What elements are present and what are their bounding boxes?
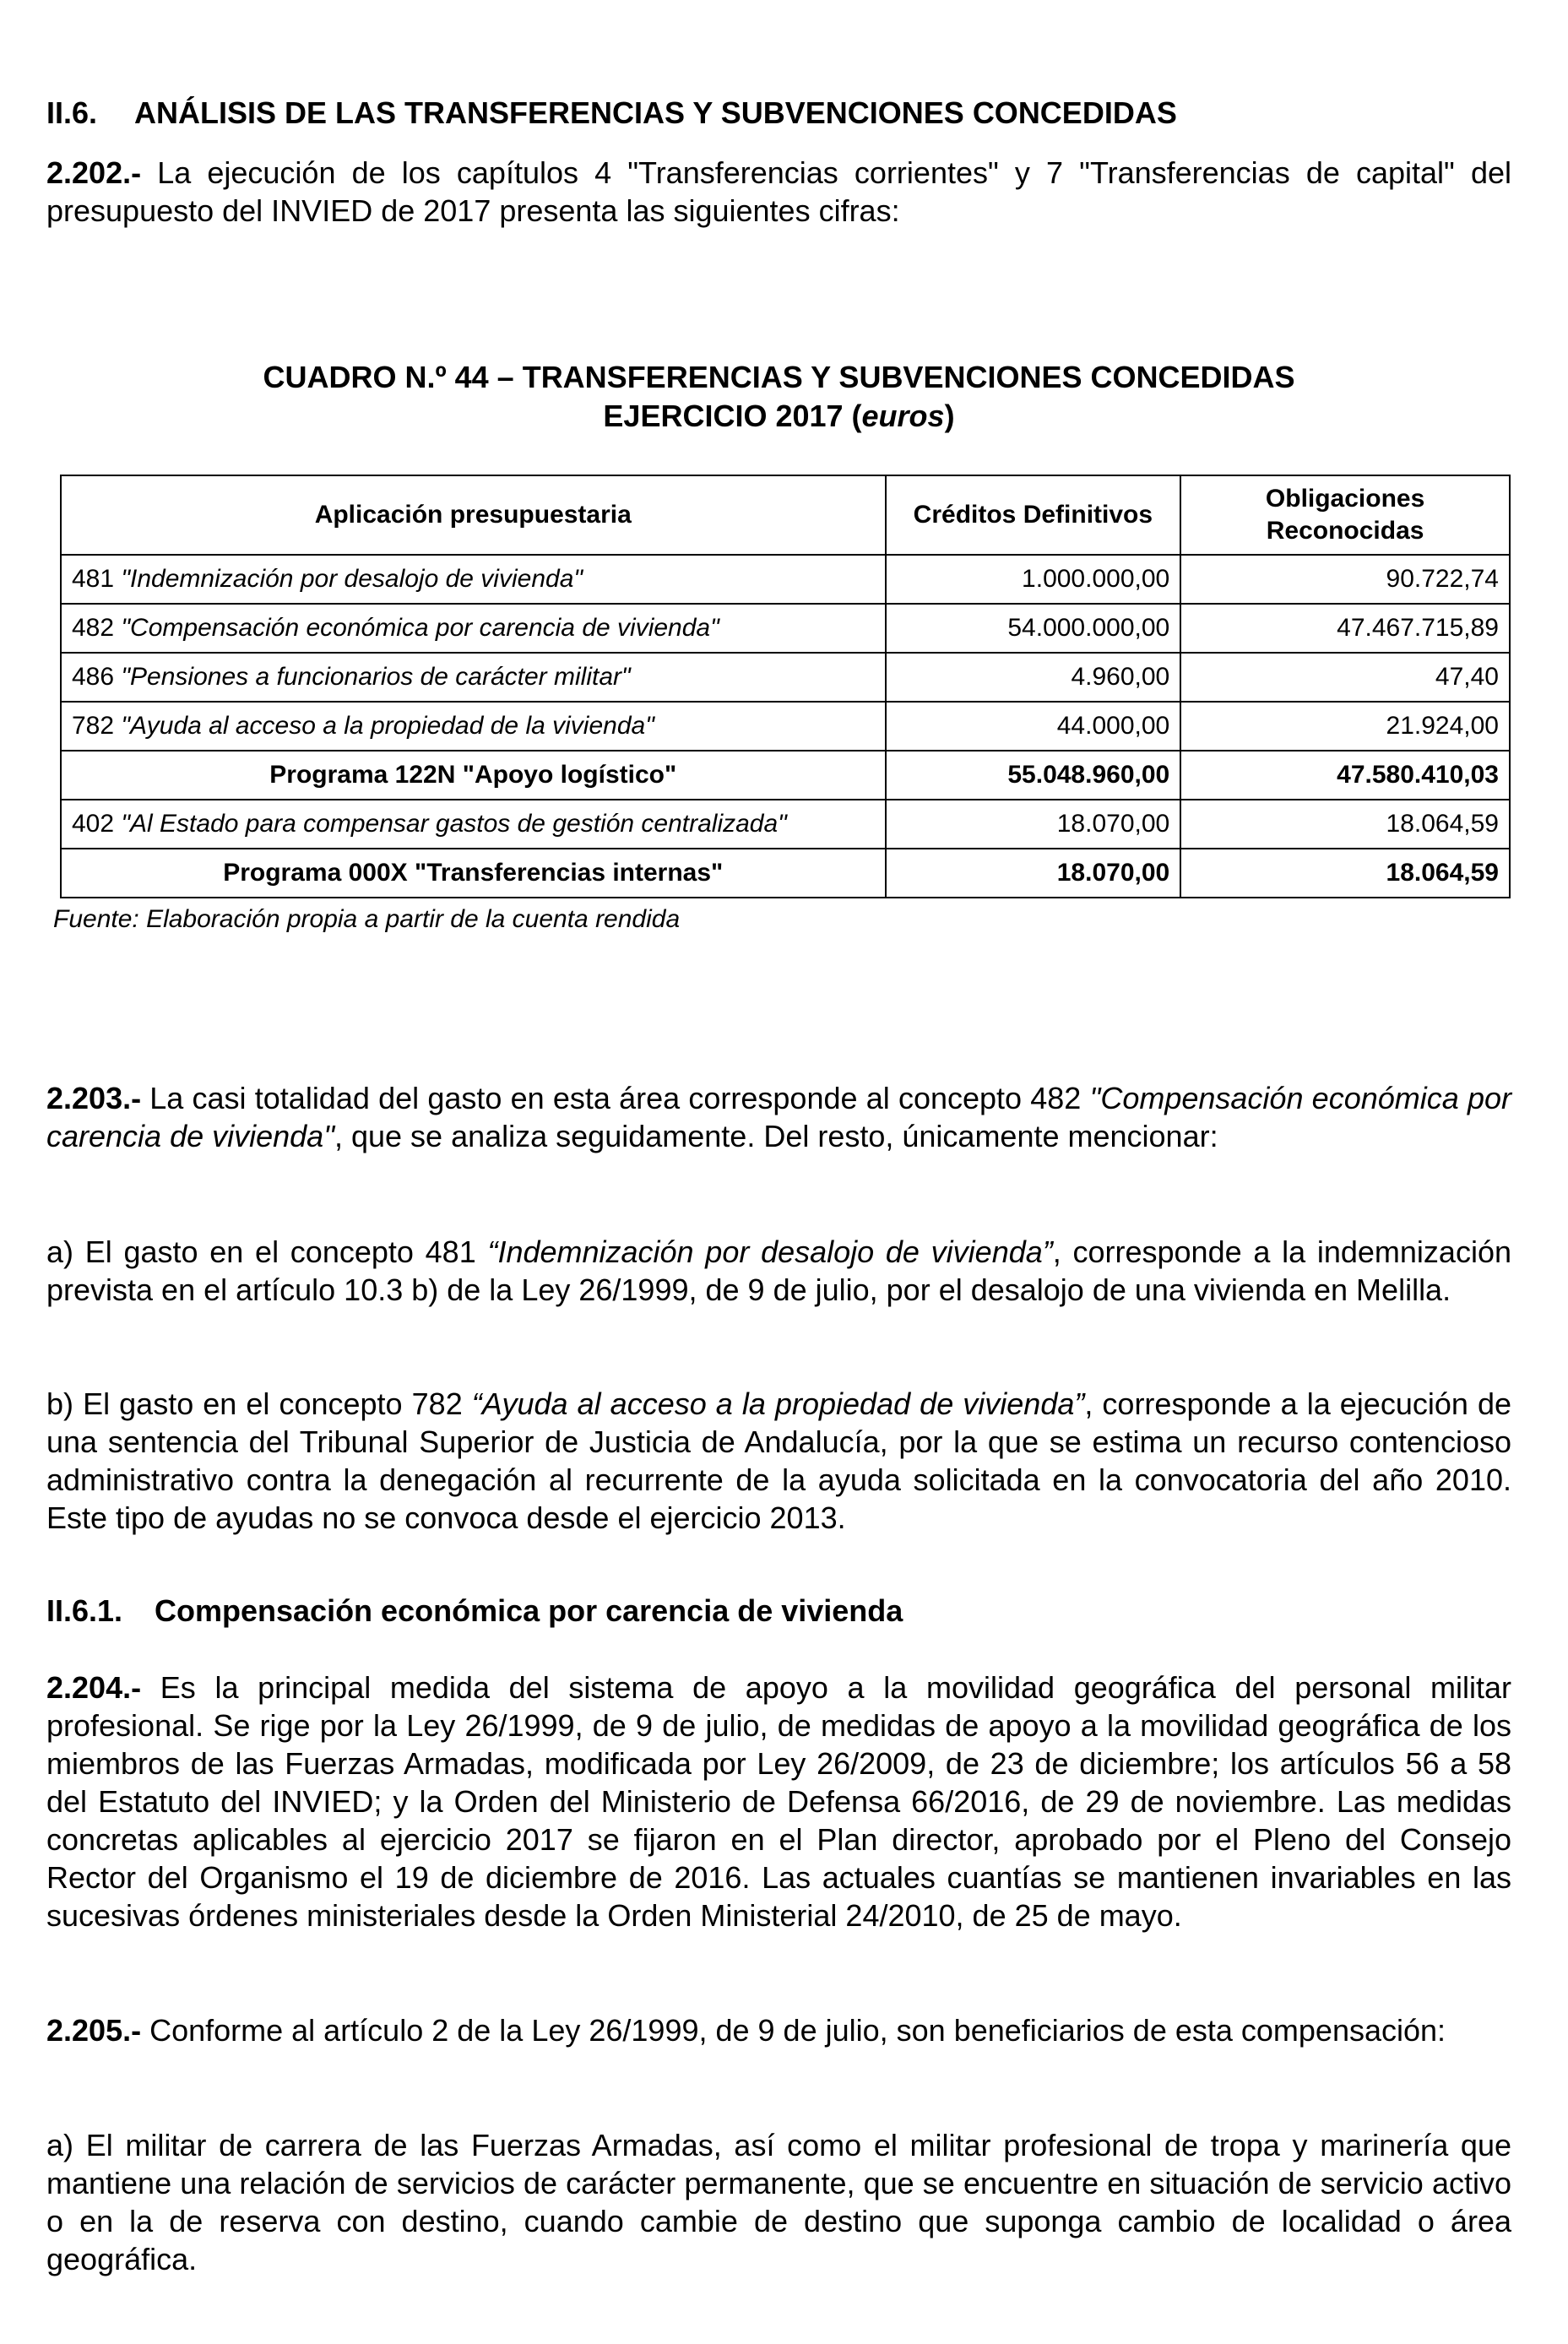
row-obligaciones: 18.064,59 <box>1180 800 1510 849</box>
paragraph-item-b: b) El gasto en el concepto 782 “Ayuda al acceso a la propiedad de vivienda”, corresponde a la ejecución de una sentencia del Tribunal Superior de Justicia de Andalucía, por la que se estima un recurso contencioso administrativo contra la denegación al recurrente de la ayuda solicitada en la convocatoria del año 2010. Este tipo de ayudas no se convoca desde el ejercicio 2013. <box>46 1386 1511 1535</box>
table-row <box>61 604 1510 653</box>
row-description: 482 "Compensación económica por carencia de vivienda" <box>61 604 886 653</box>
table-total-row <box>61 751 1510 800</box>
subsection-heading <box>46 1593 903 1630</box>
paragraph-text: La ejecución de los capítulos 4 "Transferencias corrientes" y 7 "Transferencias de capital" del presupuesto del INVIED de 2017 presenta las siguientes cifras: <box>46 155 1511 228</box>
paragraph-2202 <box>46 154 1511 230</box>
paragraph-2203: 2.203.- La casi totalidad del gasto en esta área corresponde al concepto 482 "Compensación económica por carencia de vivienda", que se analiza seguidamente. Del resto, únicamente mencionar: <box>46 1081 1512 1153</box>
paragraph-number: 2.204.- <box>46 1670 142 1705</box>
section-heading <box>46 95 1177 132</box>
subsection-number: II.6.1. <box>46 1593 123 1628</box>
subsection-title: Compensación económica por carencia de vivienda <box>155 1593 903 1628</box>
row-obligaciones: 90.722,74 <box>1180 555 1510 604</box>
row-creditos: 55.048.960,00 <box>886 751 1181 800</box>
paragraph-number: 2.202.- <box>46 155 142 190</box>
table-caption-line1: CUADRO N.º 44 – TRANSFERENCIAS Y SUBVENCIONES CONCEDIDAS <box>263 360 1295 394</box>
row-obligaciones: 47,40 <box>1180 653 1510 702</box>
row-creditos: 18.070,00 <box>886 800 1181 849</box>
table-header-row <box>61 475 1510 555</box>
row-creditos: 4.960,00 <box>886 653 1181 702</box>
row-description: 486 "Pensiones a funcionarios de carácter militar" <box>61 653 886 702</box>
row-creditos: 44.000,00 <box>886 702 1181 751</box>
row-obligaciones: 47.467.715,89 <box>1180 604 1510 653</box>
paragraph-item-a2: a) El militar de carrera de las Fuerzas Armadas, así como el militar profesional de tropa y marinería que mantiene una relación de servicios de carácter permanente, que se encuentre en situación de servicio activo o en la de reserva con destino, cuando cambie de destino que suponga cambio de localidad o área geográfica. <box>46 2128 1511 2276</box>
row-description: 782 "Ayuda al acceso a la propiedad de la vivienda" <box>61 702 886 751</box>
paragraph-2205 <box>46 2011 1511 2049</box>
row-label: Programa 000X "Transferencias internas" <box>61 849 886 898</box>
row-creditos: 18.070,00 <box>886 849 1181 898</box>
row-description: 481 "Indemnización por desalojo de vivienda" <box>61 555 886 604</box>
row-obligaciones: 18.064,59 <box>1180 849 1510 898</box>
column-header: Créditos Definitivos <box>886 475 1181 555</box>
table-row <box>61 653 1510 702</box>
table-source-note: Fuente: Elaboración propia a partir de la cuenta rendida <box>53 905 681 933</box>
row-obligaciones: 47.580.410,03 <box>1180 751 1510 800</box>
section-number: II.6. <box>46 95 98 130</box>
table-row <box>61 702 1510 751</box>
table-total-row <box>61 849 1510 898</box>
column-header: Aplicación presupuestaria <box>61 475 886 555</box>
row-label: Programa 122N "Apoyo logístico" <box>61 751 886 800</box>
table-caption-line2: EJERCICIO 2017 (euros) <box>603 399 955 433</box>
transfers-table <box>60 475 1511 898</box>
paragraph-text: Conforme al artículo 2 de la Ley 26/1999, de 9 de julio, son beneficiarios de esta compensación: <box>141 2013 1446 2048</box>
section-title: ANÁLISIS DE LAS TRANSFERENCIAS Y SUBVENCIONES CONCEDIDAS <box>134 95 1177 130</box>
row-creditos: 1.000.000,00 <box>886 555 1181 604</box>
paragraph-number: 2.203.- <box>46 1081 142 1115</box>
table-row <box>61 555 1510 604</box>
table-row <box>61 800 1510 849</box>
paragraph-number: 2.205.- <box>46 2013 142 2048</box>
paragraph-text: Es la principal medida del sistema de apoyo a la movilidad geográfica del personal militar profesional. Se rige por la Ley 26/1999, de 9 de julio, de medidas de apoyo a la movilidad geográfica de los miembros de las Fuerzas Armadas, modificada por Ley 26/2009, de 23 de diciembre; los artículos 56 a 58 del Estatuto del INVIED; y la Orden del Ministerio de Defensa 66/2016, de 29 de noviembre. Las medidas concretas aplicables al ejercicio 2017 se fijaron en el Plan director, aprobado por el Pleno del Consejo Rector del Organismo el 19 de diciembre de 2016. Las actuales cuantías se mantienen invariables en las sucesivas órdenes ministeriales desde la Orden Ministerial 24/2010, de 25 de mayo. <box>46 1670 1511 1933</box>
paragraph-2204 <box>46 1668 1511 1934</box>
paragraph-item-a: a) El gasto en el concepto 481 “Indemnización por desalojo de vivienda”, corresponde a la indemnización prevista en el artículo 10.3 b) de la Ley 26/1999, de 9 de julio, por el desalojo de una vivienda en Melilla. <box>46 1234 1511 1307</box>
row-description: 402 "Al Estado para compensar gastos de gestión centralizada" <box>61 800 886 849</box>
row-creditos: 54.000.000,00 <box>886 604 1181 653</box>
table-caption <box>46 358 1511 436</box>
column-header: Obligaciones Reconocidas <box>1180 475 1510 555</box>
row-obligaciones: 21.924,00 <box>1180 702 1510 751</box>
